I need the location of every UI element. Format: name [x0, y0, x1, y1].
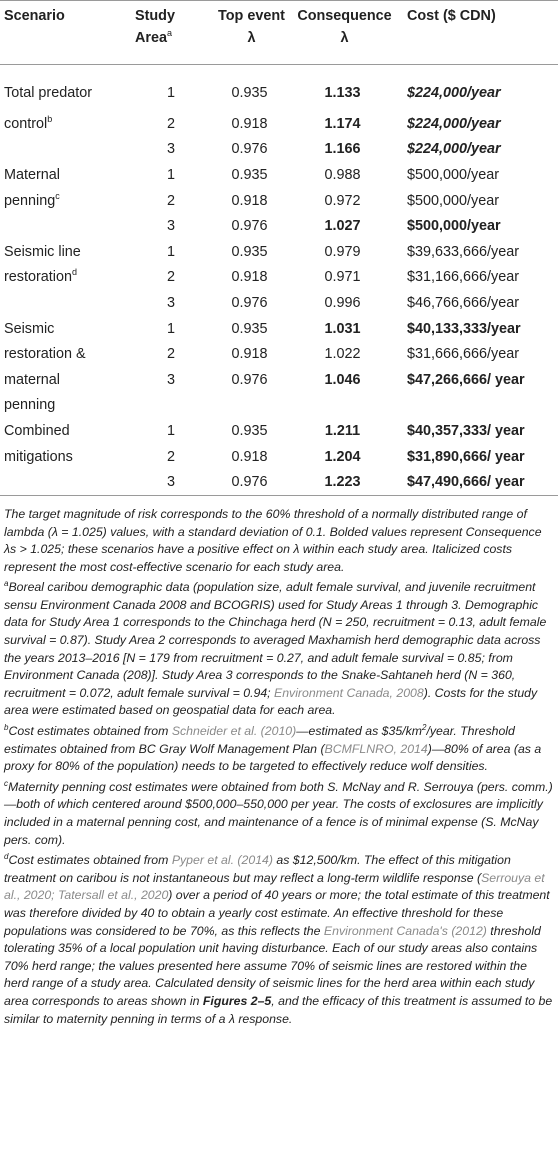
cell-scenario: Combined	[4, 422, 70, 439]
table-row	[0, 469, 558, 495]
cell-cost: $31,666,666/year	[407, 346, 520, 363]
header-top-event: Top event λ	[211, 1, 288, 65]
table-row	[0, 65, 558, 112]
cell-scenario	[0, 137, 131, 163]
table-header	[0, 1, 558, 65]
cell-cost: $40,357,333/ year	[407, 422, 525, 439]
table-row	[0, 213, 558, 239]
cell-consequence: 0.979	[324, 243, 361, 260]
cell-consequence: 1.022	[324, 346, 361, 363]
cell-study-area: 1	[166, 166, 175, 183]
cell-scenario: penning$^c$	[4, 190, 60, 209]
cell-consequence: 1.174	[324, 115, 361, 132]
cell-consequence: 1.211	[324, 422, 361, 439]
cell-cost: $31,890,666/ year	[407, 448, 525, 465]
cell-top-event: 0.918	[231, 192, 268, 209]
cell-scenario: Seismic	[4, 320, 55, 337]
cell-study-area: 2	[166, 448, 175, 465]
cell-top-event: 0.935	[231, 422, 268, 439]
table-row	[0, 162, 558, 188]
cell-consequence	[288, 393, 397, 419]
cell-cost: $31,166,666/year	[407, 269, 520, 286]
cell-scenario: penning	[4, 397, 56, 414]
cell-scenario: control$^b$	[4, 114, 53, 132]
table-row	[0, 341, 558, 367]
cell-consequence: 1.027	[324, 218, 361, 235]
cell-scenario: Maternal	[4, 166, 60, 183]
footnote-b: $^b$Cost estimates obtained from Schneider et al. (2010)—estimated as $\$35/km^2$/year. Threshold estimates obtained from BC Gray Wolf Management Plan (BCMFLNRO, 2014)—80% of area (as a proxy for 80% of the population) needs to be targeted to effectively reduce wolf densities.	[4, 722, 542, 774]
cell-study-area: 3	[166, 371, 175, 388]
cell-study-area: 2	[166, 346, 175, 363]
cell-study-area: 3	[166, 294, 175, 311]
header-study-area: Study Area$^a$	[131, 1, 211, 65]
cell-cost: $500,000/year	[407, 192, 500, 209]
cell-top-event: 0.935	[231, 243, 268, 260]
cell-consequence: 1.204	[324, 448, 361, 465]
reference-link[interactable]: Environment Canada's (2012)	[323, 923, 487, 938]
cell-consequence: 1.223	[288, 469, 397, 495]
footnote-intro: The target magnitude of risk corresponds to the 60% threshold of a normally distributed range of lambda (λ = 1.025) values, with a standard deviation of 0.1. Bolded values represent Consequence λs > 1.025; these scenarios have a positive effect on λ within each study area. Italicized costs represent the most cost-effective scenario for each study area.	[4, 506, 542, 574]
reference-link[interactable]: BCMFLNRO, 2014	[324, 741, 428, 756]
cell-cost: $39,633,666/year	[407, 243, 520, 260]
footnote-marker: b	[47, 114, 53, 124]
cell-scenario: restoration$^d$	[4, 267, 78, 286]
cell-scenario: restoration &	[4, 346, 86, 363]
cell-top-event: 0.976	[231, 218, 268, 235]
table-row	[0, 316, 558, 342]
table-row	[0, 188, 558, 214]
cell-study-area: 1	[166, 243, 175, 260]
footnote-marker: c	[55, 190, 60, 201]
table-row	[0, 418, 558, 444]
cell-cost: $40,133,333/year	[407, 320, 521, 337]
header-cost: Cost ($ CDN)	[397, 1, 558, 65]
cell-cost: $47,266,666/ year	[407, 371, 525, 388]
table-row	[0, 444, 558, 470]
table-row	[0, 137, 558, 163]
table-row	[0, 239, 558, 265]
reference-link[interactable]: Environment Canada, 2008	[274, 685, 424, 700]
table-row	[0, 111, 558, 137]
cell-study-area: 3	[131, 469, 211, 495]
cell-top-event	[211, 393, 288, 419]
table-row	[0, 290, 558, 316]
cell-consequence: 1.046	[324, 371, 361, 388]
cell-study-area: 2	[166, 115, 175, 132]
cell-top-event: 0.918	[231, 115, 268, 132]
cell-top-event: 0.918	[231, 269, 268, 286]
cell-top-event: 0.976	[231, 294, 268, 311]
cell-study-area	[131, 393, 211, 419]
cell-study-area: 1	[166, 320, 175, 337]
cell-consequence: 0.971	[324, 269, 361, 286]
reference-link[interactable]: Serrouya et al., 2020; Tatersall et al., 2020	[4, 870, 545, 903]
cell-scenario: maternal	[4, 371, 60, 388]
cell-top-event: 0.918	[231, 448, 268, 465]
cell-consequence: 0.972	[324, 192, 361, 209]
cell-study-area: 3	[166, 141, 175, 158]
cell-top-event: 0.976	[231, 371, 268, 388]
table-row	[0, 393, 558, 419]
cell-scenario: Seismic line	[4, 243, 81, 260]
cell-top-event: 0.935	[231, 85, 268, 101]
table-row	[0, 367, 558, 393]
footnote-c: $^c$Maternity penning cost estimates were obtained from both S. McNay and R. Serrouya (pers. comm.)—both of which centered around $500,000–550,000 per year. The costs of exclosures are implicitly included in a maternal penning cost, and maintenance of a fence is of minimal expense (S. McNay pers. com).	[4, 778, 553, 847]
cell-cost: $224,000/year	[407, 85, 501, 101]
cell-scenario	[0, 213, 131, 239]
cell-cost: $500,000/year	[407, 218, 501, 235]
cell-cost: $224,000/year	[407, 141, 501, 158]
cell-study-area: 2	[166, 192, 175, 209]
cell-top-event: 0.935	[231, 166, 268, 183]
cell-top-event: 0.935	[231, 320, 268, 337]
reference-link[interactable]: Schneider et al. (2010)	[171, 724, 297, 739]
footnote-a: $^a$Boreal caribou demographic data (population size, adult female survival, and juvenile recruitment sensu Environment Canada 2008 and BCOGRIS) used for Study Areas 1 through 3. Demographic data for Study Area 1 corresponds to the Chinchaga herd (N = 250, recruitment = 0.13, adult female survival = 0.87). Study Area 2 corresponds to averaged Maxhamish herd demographic data across the years 2013–2016 [N = 179 from recruitment = 0.27, and adult female survival = 0.85; from Environment Canada (208)]. Study Area 3 corresponds to the Snake-Sahtaneh herd (N = 360, recruitment = 0.072, adult female survival = 0.94; Environment Canada, 2008). Costs for the study area were estimated based on geospatial data for each area.	[4, 579, 547, 718]
cell-scenario: Total predator	[4, 85, 92, 101]
cell-top-event: 0.918	[231, 346, 268, 363]
header-scenario: Scenario	[0, 1, 131, 65]
figure-link[interactable]: Figures 2–5	[202, 993, 272, 1008]
cell-consequence: 0.996	[324, 294, 361, 311]
footnote-marker: d	[72, 267, 78, 278]
cell-consequence: 0.988	[324, 166, 361, 183]
header-consequence: Consequence λ	[288, 1, 397, 65]
cell-consequence: 1.166	[324, 141, 361, 158]
cell-cost: $500,000/year	[407, 166, 500, 183]
cell-study-area: 3	[166, 218, 175, 235]
cell-consequence: 1.031	[324, 320, 361, 337]
cell-consequence: 1.133	[324, 85, 361, 101]
table-footnotes	[0, 496, 558, 1028]
table-row	[0, 265, 558, 291]
cell-scenario	[0, 290, 131, 316]
cell-cost: $46,766,666/year	[407, 294, 520, 311]
cell-top-event: 0.976	[231, 141, 268, 158]
cell-study-area: 1	[166, 422, 175, 439]
cell-study-area: 1	[166, 85, 175, 101]
cell-cost	[397, 393, 558, 419]
cell-study-area: 2	[166, 269, 175, 286]
cell-scenario	[0, 469, 131, 495]
scenario-cost-table	[0, 0, 558, 496]
cell-cost: $47,490,666/ year	[397, 469, 558, 495]
cell-top-event: 0.976	[211, 469, 288, 495]
footnote-d: $^d$Cost estimates obtained from Pyper et al. (2014) as $12,500/km. The effect of this mitigation treatment on caribou is not instantaneous but may reflect a long-term wildlife response (Serrouya et al., 2020; Tatersall et al., 2020) over a period of 40 years or more; the total estimate of this treatment was therefore divided by 40 to obtain a yearly cost estimate. An effective threshold for these populations was considered to be 70%, as this reflects the Environment Canada's (2012) threshold tolerating 35% of a local population unit having disturbance. Each of our study areas also contains 70% herd range; the values presented here assume 70% of seismic lines are restored within the herd range of a study area. Calculated density of seismic lines for the herd area within each study area corresponds to areas shown in Figures 2–5, and the efficacy of this treatment is assumed to be similar to maternity penning in terms of a λ response.	[4, 852, 553, 1026]
footnote-marker-a: a	[167, 28, 173, 39]
reference-link[interactable]: Pyper et al. (2014)	[171, 853, 273, 868]
cell-cost: $224,000/year	[407, 115, 501, 132]
cell-scenario: mitigations	[4, 448, 73, 465]
table-body	[0, 65, 558, 496]
